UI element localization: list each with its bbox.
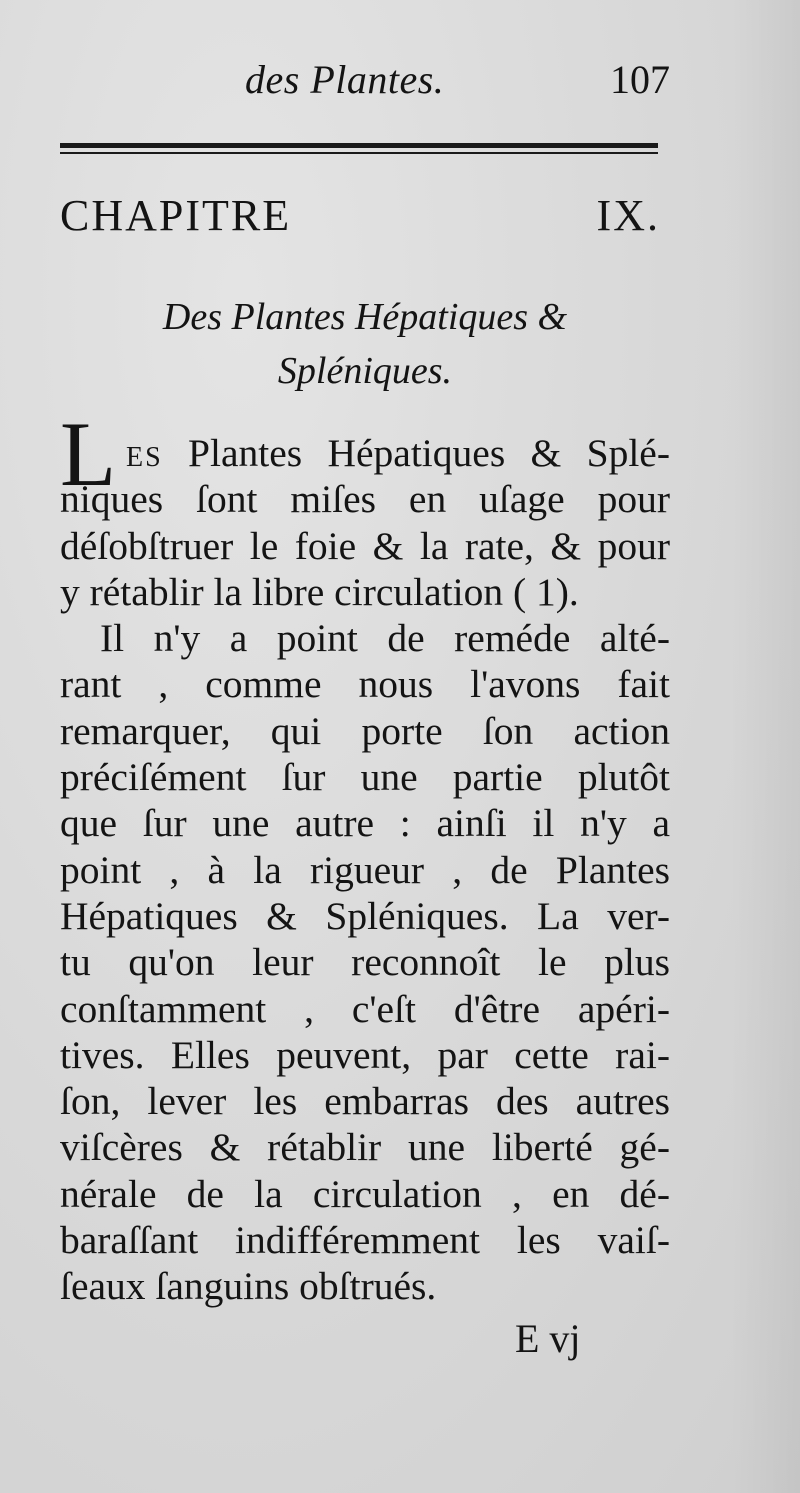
body-line: tives. Elles peuvent, par cette rai- bbox=[60, 1032, 670, 1077]
body-line: viſcères & rétablir une liberté gé- bbox=[60, 1125, 670, 1170]
body-line: Hépatiques & Spléniques. La ver- bbox=[60, 893, 670, 938]
page-header bbox=[60, 52, 670, 112]
body-line: niques ſont miſes en uſage pour bbox=[60, 477, 670, 522]
page-number: 107 bbox=[610, 57, 670, 102]
chapter-subtitle-line-1: Des Plantes Hépatiques & bbox=[162, 296, 568, 338]
body-line: y rétablir la libre circulation ( 1). bbox=[60, 569, 579, 614]
body-line: que ſur une autre : ainſi il n'y a bbox=[60, 801, 670, 846]
header-rule bbox=[60, 143, 658, 157]
header-rule-thin bbox=[60, 152, 658, 154]
body-line: déſobſtruer le foie & la rate, & pour bbox=[60, 523, 670, 568]
body-text bbox=[60, 403, 670, 1310]
body-line: ſeaux ſanguins obſtrués. bbox=[60, 1264, 437, 1309]
body-line: nérale de la circulation , en dé- bbox=[60, 1171, 670, 1216]
body-line: préciſément ſur une partie plutôt bbox=[60, 755, 670, 800]
page-edge-shadow bbox=[730, 0, 800, 1493]
body-line: rant , comme nous l'avons fait bbox=[60, 662, 670, 707]
body-line: tu qu'on leur reconnoît le plus bbox=[60, 940, 670, 985]
body-line: ſon, lever les embarras des autres bbox=[60, 1079, 670, 1124]
body-line: conſtamment , c'eſt d'être apéri- bbox=[60, 986, 670, 1031]
body-line: remarquer, qui porte ſon action bbox=[60, 708, 670, 753]
chapter-heading: CHAPITRE IX. bbox=[60, 191, 660, 240]
chapter-subtitle-line-2: Spléniques. bbox=[277, 350, 453, 392]
header-rule-thick bbox=[60, 143, 658, 148]
chapter-subtitle bbox=[60, 290, 670, 398]
body-line: Il n'y a point de reméde alté- bbox=[100, 616, 670, 661]
drop-cap: L bbox=[60, 403, 117, 505]
running-title: des Plantes. bbox=[245, 57, 445, 102]
first-word-rest: es bbox=[126, 431, 163, 475]
catchword-signature: E vj bbox=[515, 1316, 581, 1361]
body-line: baraſſant indifféremment les vaiſ- bbox=[60, 1218, 670, 1263]
body-line: point , à la rigueur , de Plantes bbox=[60, 847, 670, 892]
first-line-rest: Plantes Hépatiques & Splé- bbox=[162, 431, 670, 475]
